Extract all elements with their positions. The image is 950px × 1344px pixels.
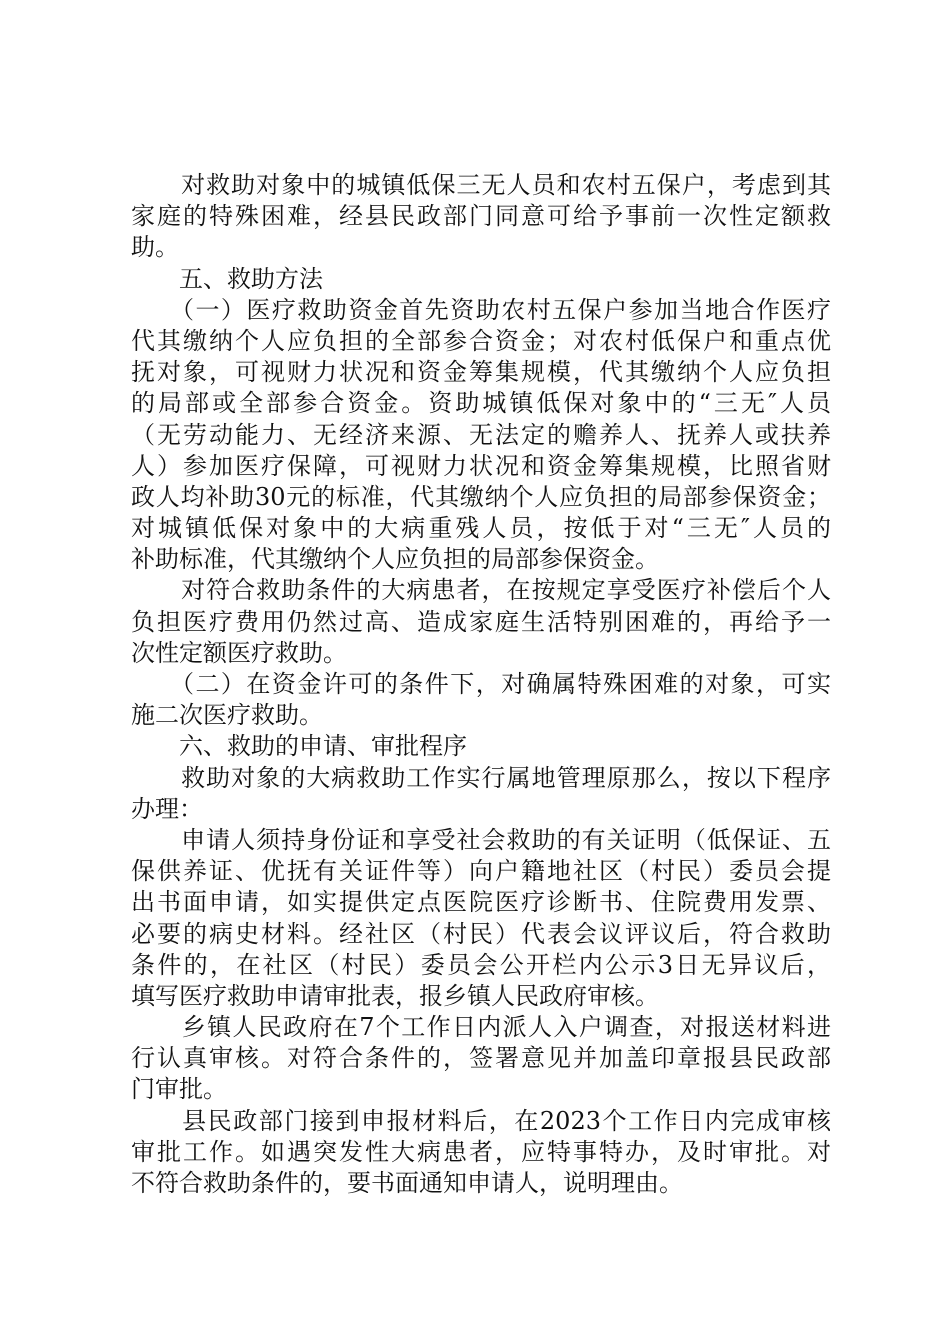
text-line: 对救助对象中的城镇低保三无人员和农村五保户，考虑到其	[131, 171, 831, 199]
text-line: 审批工作。如遇突发性大病患者，应特事特办，及时审批。对	[131, 1137, 831, 1166]
text-line: （无劳动能力、无经济来源、无法定的赡养人、抚养人或扶养	[131, 420, 831, 449]
section-heading: 五、救助方法	[131, 264, 323, 293]
text-line: 抚对象，可视财力状况和资金筹集规模，代其缴纳个人应负担	[131, 358, 831, 387]
text-line: 负担医疗费用仍然过高、造成家庭生活特别困难的，再给予一	[131, 607, 831, 636]
text-line: （二）在资金许可的条件下，对确属特殊困难的对象，可实	[131, 670, 831, 698]
text-line: 施二次医疗救助。	[131, 701, 323, 730]
text-line: 人）参加医疗保障，可视财力状况和资金筹集规模，比照省财	[131, 451, 831, 480]
text-line: 家庭的特殊困难，经县民政部门同意可给予事前一次性定额救	[131, 202, 831, 231]
text-line: 乡镇人民政府在7个工作日内派人入户调查，对报送材料进	[131, 1013, 831, 1042]
document-body	[131, 170, 831, 1199]
text-line: 对城镇低保对象中的大病重残人员，按低于对“三无″人员的	[131, 514, 831, 543]
text-line: 代其缴纳个人应负担的全部参合资金；对农村低保户和重点优	[131, 326, 831, 355]
text-line: 办理：	[131, 794, 203, 823]
text-line: 补助标准，代其缴纳个人应负担的局部参保资金。	[131, 545, 659, 574]
section-heading: 六、救助的申请、审批程序	[131, 732, 467, 761]
text-line: 政人均补助30元的标准，代其缴纳个人应负担的局部参保资金；	[131, 482, 831, 511]
text-line: 申请人须持身份证和享受社会救助的有关证明（低保证、五	[131, 825, 831, 854]
text-line: 必要的病史材料。经社区（村民）代表会议评议后，符合救助	[131, 919, 831, 948]
text-line: 的局部或全部参合资金。资助城镇低保对象中的“三无″人员	[131, 389, 831, 418]
text-line: 对符合救助条件的大病患者，在按规定享受医疗补偿后个人	[131, 576, 831, 605]
text-line: 次性定额医疗救助。	[131, 638, 347, 667]
text-line: 县民政部门接到申报材料后，在2023个工作日内完成审核	[131, 1106, 831, 1135]
text-line: 保供养证、优抚有关证件等）向户籍地社区（村民）委员会提	[131, 857, 831, 886]
text-line: 出书面申请，如实提供定点医院医疗诊断书、住院费用发票、	[131, 888, 831, 917]
text-line: 救助对象的大病救助工作实行属地管理原那么，按以下程序	[131, 763, 831, 792]
text-line: 填写医疗救助申请审批表，报乡镇人民政府审核。	[131, 981, 659, 1010]
text-line: （一）医疗救助资金首先资助农村五保户参加当地合作医疗	[131, 295, 831, 324]
text-line: 不符合救助条件的，要书面通知申请人，说明理由。	[131, 1169, 683, 1197]
text-line: 助。	[131, 233, 179, 262]
text-line: 条件的，在社区（村民）委员会公开栏内公示3日无异议后，	[131, 950, 831, 979]
text-line: 门审批。	[131, 1075, 227, 1104]
text-line: 行认真审核。对符合条件的，签署意见并加盖印章报县民政部	[131, 1044, 831, 1073]
